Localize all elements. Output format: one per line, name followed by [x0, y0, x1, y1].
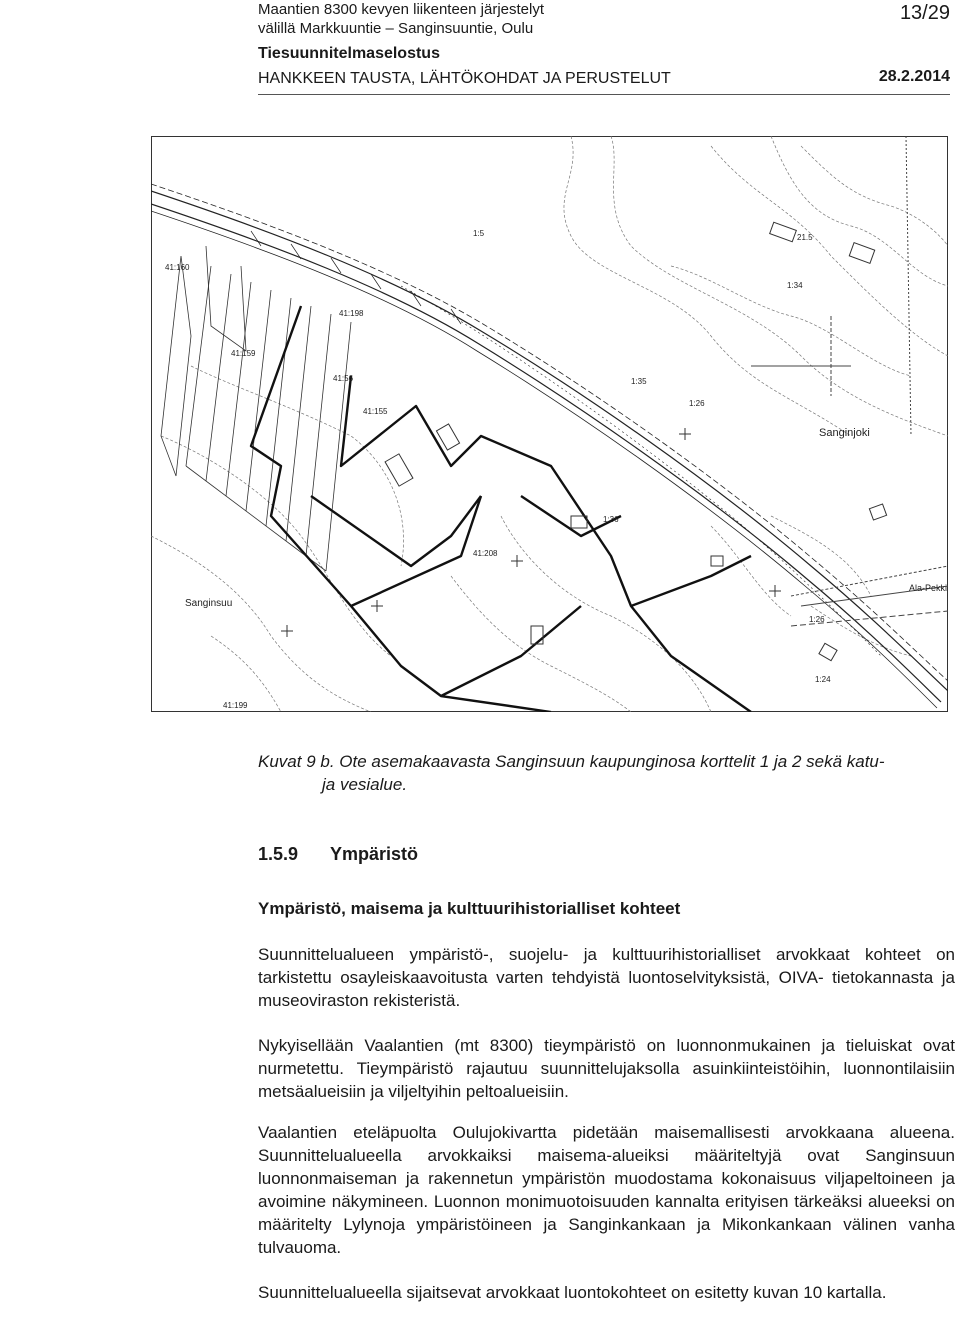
label-sanginjoki: Sanginjoki [819, 427, 870, 439]
label-21-5: 21.5 [797, 233, 813, 242]
label-1-36: 1:36 [603, 515, 619, 524]
header-divider [258, 94, 950, 95]
caption-line2: ja vesialue. [322, 775, 408, 794]
label-41-155: 41:155 [363, 407, 388, 416]
figure-caption [258, 750, 950, 796]
project-title-line1: Maantien 8300 kevyen liikenteen järjestelyt [258, 1, 545, 18]
label-41-160: 41:160 [165, 263, 190, 272]
page-header [258, 0, 950, 96]
label-ala-pekki: Ala-Pekki [909, 583, 948, 593]
paragraph-2: Nykyisellään Vaalantien (mt 8300) tieympäristö on luonnonmukainen ja tieluiskat ovat nurmetettu. Tieympäristö rajautuu suunnittelujaksolla asuinkiinteistöihin, luonnontilaisiin metsäalueisiin ja viljeltyihin peltoalueisiin. [258, 1036, 955, 1101]
map-border [152, 137, 948, 712]
page-number: 13/29 [899, 2, 950, 24]
document-date: 28.2.2014 [878, 68, 950, 85]
label-1-26b: 1:26 [689, 399, 705, 408]
section-heading: HANKKEEN TAUSTA, LÄHTÖKOHDAT JA PERUSTELUT [258, 70, 671, 87]
caption-line1: Kuvat 9 b. Ote asemakaavasta Sanginsuun kaupunginosa korttelit 1 ja 2 sekä katu- [258, 752, 885, 771]
label-41-159: 41:159 [231, 349, 256, 358]
paragraph-1: Suunnittelualueen ympäristö-, suojelu- ja kulttuurihistorialliset arvokkaat kohteet on tarkistettu osayleiskaavoitusta varten tehdyistä luontoselvityksistä, OIVA- tietokannasta ja museoviraston rekisteristä. [258, 945, 955, 1010]
project-title-line2: välillä Markkuuntie – Sanginsuuntie, Oulu [258, 20, 534, 37]
paragraph-3: Vaalantien eteläpuolta Oulujokivartta pidetään maisemallisesti arvokkaana alueena. Suunnittelualueella arvokkaiksi maisema-alueiksi määriteltyjä ovat Sanginsuun luonnonmaiseman ja rakennetun ympäristön muodostama kokonaisuus viljapeltoineen ja avoimine näkymineen. Luonnon monimuotoisuuden kannalta erityisen tärkeäksi alueeksi on määritelty Lylynoja ympäristöineen ja Sanginkankaan ja Mikonkankaan välinen vanha tulvauoma. [258, 1123, 955, 1257]
label-41-198: 41:198 [339, 309, 364, 318]
label-1-35: 1:35 [631, 377, 647, 386]
label-1-34: 1:34 [787, 281, 803, 290]
subsection-heading: Ympäristö, maisema ja kulttuurihistorialliset kohteet [258, 899, 681, 918]
label-1-24: 1:24 [815, 675, 831, 684]
label-1-26: 1:26 [809, 615, 825, 624]
zoning-map-figure [151, 136, 948, 712]
label-sanginsuu: Sanginsuu [185, 598, 233, 609]
label-41-56: 41:56 [333, 374, 354, 383]
section-number: 1.5.9 [258, 844, 299, 864]
section-heading-1-5-9 [258, 843, 955, 866]
label-41-208: 41:208 [473, 549, 498, 558]
label-41-199: 41:199 [223, 701, 248, 710]
document-type: Tiesuunnitelmaselostus [258, 45, 440, 62]
paragraph-4: Suunnittelualueella sijaitsevat arvokkaat luontokohteet on esitetty kuvan 10 kartalla. [258, 1283, 887, 1302]
section-title: Ympäristö [330, 844, 419, 864]
label-1-5: 1:5 [473, 229, 485, 238]
